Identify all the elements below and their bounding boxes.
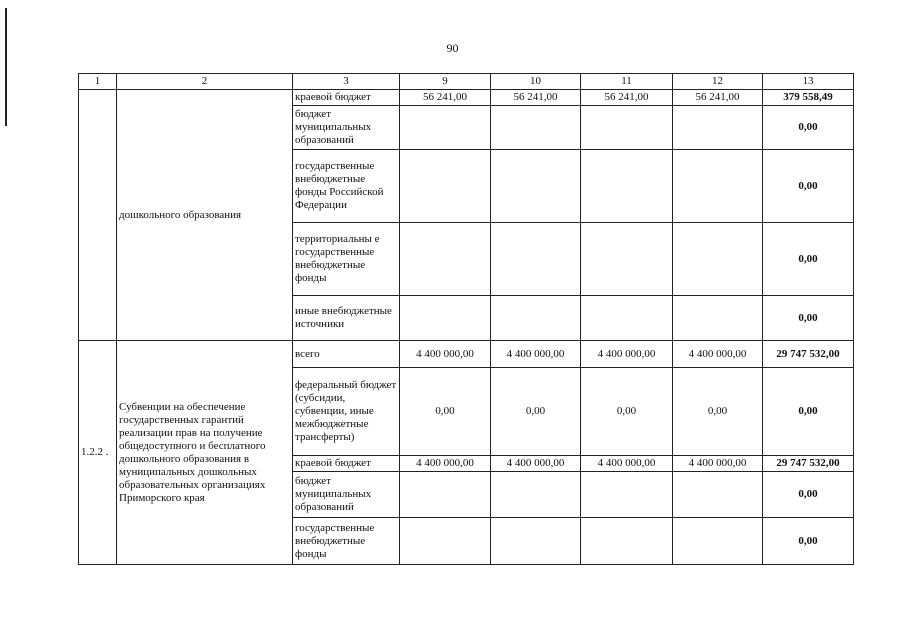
value-col-9 <box>400 518 491 565</box>
page-number: 90 <box>446 41 459 55</box>
value-col-10: 0,00 <box>491 368 581 456</box>
funding-source: бюджет муниципальных образований <box>293 106 400 150</box>
value-col-9 <box>400 106 491 150</box>
funding-source: федеральный бюджет (субсидии, субвенции, иные межбюджетные трансферты) <box>293 368 400 456</box>
funding-source: всего <box>293 341 400 368</box>
funding-source: государственные внебюджетные фонды Российской Федерации <box>293 150 400 223</box>
total-col-13: 29 747 532,00 <box>763 341 854 368</box>
value-col-12: 4 400 000,00 <box>673 456 763 472</box>
value-col-12 <box>673 150 763 223</box>
total-col-13: 0,00 <box>763 223 854 296</box>
value-col-10 <box>491 223 581 296</box>
total-col-13: 0,00 <box>763 472 854 518</box>
value-col-10: 4 400 000,00 <box>491 456 581 472</box>
value-col-11 <box>581 518 673 565</box>
value-col-9 <box>400 223 491 296</box>
header-row <box>79 74 854 90</box>
value-col-9: 56 241,00 <box>400 90 491 106</box>
funding-source: государственные внебюджетные фонды <box>293 518 400 565</box>
value-col-11 <box>581 106 673 150</box>
value-col-12 <box>673 296 763 341</box>
row-index: 1.2.2 . <box>79 341 117 565</box>
header-cell-13: 13 <box>763 74 854 90</box>
value-col-10 <box>491 150 581 223</box>
total-col-13: 0,00 <box>763 106 854 150</box>
value-col-10 <box>491 296 581 341</box>
funding-source: иные внебюджетные источники <box>293 296 400 341</box>
value-col-11 <box>581 150 673 223</box>
header-cell-12: 12 <box>673 74 763 90</box>
total-col-13: 0,00 <box>763 368 854 456</box>
header-cell-9: 9 <box>400 74 491 90</box>
value-col-9: 4 400 000,00 <box>400 341 491 368</box>
value-col-11: 56 241,00 <box>581 90 673 106</box>
left-margin-mark <box>5 8 7 126</box>
funding-source: краевой бюджет <box>293 456 400 472</box>
value-col-9 <box>400 150 491 223</box>
header-cell-11: 11 <box>581 74 673 90</box>
value-col-10 <box>491 472 581 518</box>
budget-table <box>78 73 854 565</box>
measure-description: Субвенции на обеспечение государственных гарантий реализации прав на получение общедоступного и бесплатного дошкольного образования в муниципальных дошкольных образовательных организациях Приморского края <box>117 341 293 565</box>
value-col-12 <box>673 223 763 296</box>
total-col-13: 0,00 <box>763 150 854 223</box>
table-row <box>79 90 854 106</box>
funding-source: территориальны е государственные внебюджетные фонды <box>293 223 400 296</box>
value-col-12 <box>673 106 763 150</box>
header-cell-1: 1 <box>79 74 117 90</box>
value-col-10: 56 241,00 <box>491 90 581 106</box>
index-cell-empty <box>79 90 117 341</box>
value-col-9 <box>400 296 491 341</box>
value-col-12: 4 400 000,00 <box>673 341 763 368</box>
value-col-11: 4 400 000,00 <box>581 456 673 472</box>
value-col-10: 4 400 000,00 <box>491 341 581 368</box>
value-col-12 <box>673 472 763 518</box>
value-col-9 <box>400 472 491 518</box>
total-col-13: 379 558,49 <box>763 90 854 106</box>
header-cell-10: 10 <box>491 74 581 90</box>
funding-source: бюджет муниципальных образований <box>293 472 400 518</box>
value-col-12: 56 241,00 <box>673 90 763 106</box>
measure-description: дошкольного образования <box>117 90 293 341</box>
value-col-11: 4 400 000,00 <box>581 341 673 368</box>
value-col-12: 0,00 <box>673 368 763 456</box>
header-cell-3: 3 <box>293 74 400 90</box>
value-col-11 <box>581 296 673 341</box>
value-col-11 <box>581 223 673 296</box>
total-col-13: 0,00 <box>763 296 854 341</box>
table-row <box>79 341 854 368</box>
value-col-9: 4 400 000,00 <box>400 456 491 472</box>
total-col-13: 0,00 <box>763 518 854 565</box>
value-col-11: 0,00 <box>581 368 673 456</box>
header-cell-2: 2 <box>117 74 293 90</box>
total-col-13: 29 747 532,00 <box>763 456 854 472</box>
value-col-10 <box>491 106 581 150</box>
funding-source: краевой бюджет <box>293 90 400 106</box>
value-col-12 <box>673 518 763 565</box>
value-col-10 <box>491 518 581 565</box>
value-col-11 <box>581 472 673 518</box>
value-col-9: 0,00 <box>400 368 491 456</box>
